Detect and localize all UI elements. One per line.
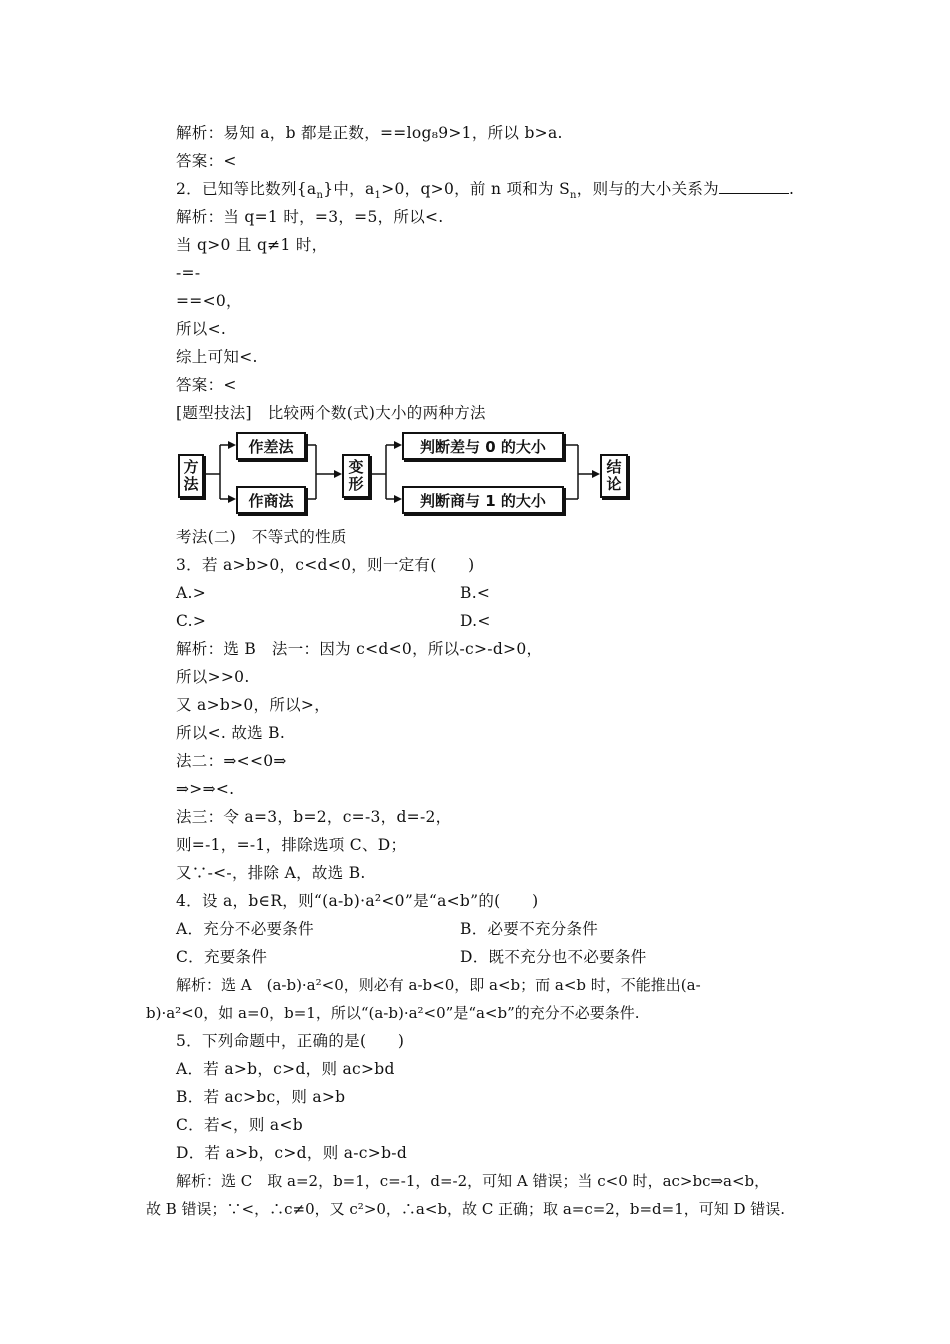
solution-line-7: 综上可知<. [176, 348, 258, 366]
solution-line-4: -=- [176, 264, 201, 282]
q3-solution-6: ⇒>⇒<. [176, 780, 235, 798]
q4-options-row-2 [176, 947, 647, 967]
q4-solution-1: 解析：选 A (a-b)·a²<0，则必有 a-b<0，即 a<b；而 a<b 时，不能推出(a- [176, 976, 701, 994]
solution-line-2: 解析：当 q=1 时，=3，=5，所以<. [176, 208, 444, 226]
solution-line-6: 所以<. [176, 320, 227, 338]
q4-options-row-1 [176, 919, 599, 939]
q3-solution-5: 法二：⇒<<0⇒ [176, 752, 287, 770]
q3-solution-4: 所以<. 故选 B. [176, 724, 286, 742]
diagram-box-conclusion: 结论 [600, 454, 628, 498]
option-b: B.< [460, 584, 491, 602]
q5-option-b: B．若 ac>bc，则 a>b [176, 1088, 346, 1106]
option-a: A.> [176, 584, 207, 602]
q3-options-row-1 [176, 583, 491, 603]
q3-solution-3: 又 a>b>0，所以>， [176, 696, 331, 714]
q5-option-d: D．若 a>b，c>d，则 a-c>b-d [176, 1144, 408, 1162]
q5-solution-2: 故 B 错误；∵<，∴c≠0，又 c²>0，∴a<b，故 C 正确；取 a=c=2，b=d=1，可知 D 错误. [146, 1200, 786, 1218]
q3-solution-1: 解析：选 B 法一：因为 c<d<0，所以-c>-d>0， [176, 640, 543, 658]
q3-solution-8: 则=-1，=-1，排除选项 C、D； [176, 836, 407, 854]
diagram-box-judge-quotient: 判断商与 1 的大小 [402, 486, 564, 514]
diagram-box-method: 方法 [178, 454, 204, 498]
solution-line-3: 当 q>0 且 q≠1 时， [176, 236, 328, 254]
diagram-box-quotient: 作商法 [236, 486, 306, 514]
solution-line-1: 解析：易知 a，b 都是正数，==log₈9>1，所以 b>a. [176, 124, 563, 142]
question-4: 4．设 a，b∈R，则“(a-b)·a²<0”是“a<b”的( ) [176, 892, 539, 910]
option-c: C.> [176, 612, 207, 630]
diagram-box-judge-difference: 判断差与 0 的大小 [402, 432, 564, 460]
option-a: A．充分不必要条件 [176, 920, 314, 938]
q4-solution-2: b)·a²<0，如 a=0，b=1，所以“(a-b)·a²<0”是“a<b”的充分不必要条件. [146, 1004, 640, 1022]
question-2: 2．已知等比数列$\{a_n\}$中，$a_1>0$，q>0，前 n 项和为 $S_n$，则与的大小关系为 . [176, 180, 795, 202]
option-d: D.< [460, 612, 491, 630]
q3-solution-9: 又∵-<-，排除 A，故选 B. [176, 864, 366, 882]
option-d: D．既不充分也不必要条件 [460, 948, 647, 966]
technique-heading: [题型技法] 比较两个数(式)大小的两种方法 [176, 404, 486, 422]
q5-option-c: C．若<，则 a<b [176, 1116, 303, 1134]
answer-blank [719, 179, 789, 194]
comparison-method-diagram [176, 424, 636, 524]
option-b: B．必要不充分条件 [460, 920, 599, 938]
answer-line-2: 答案：< [176, 376, 237, 394]
q3-options-row-2 [176, 611, 491, 631]
diagram-box-difference: 作差法 [236, 432, 306, 460]
question-5: 5．下列命题中，正确的是( ) [176, 1032, 405, 1050]
q5-solution-1: 解析：选 C 取 a=2，b=1，c=-1，d=-2，可知 A 错误；当 c<0 时，ac>bc⇒a<b， [176, 1172, 770, 1190]
q5-option-a: A．若 a>b，c>d，则 ac>bd [176, 1060, 395, 1078]
q3-solution-2: 所以>>0. [176, 668, 250, 686]
option-c: C．充要条件 [176, 948, 268, 966]
q3-solution-7: 法三：令 a=3，b=2，c=-3，d=-2， [176, 808, 452, 826]
diagram-box-transform: 变形 [342, 454, 370, 498]
section-heading: 考法(二) 不等式的性质 [176, 528, 347, 546]
solution-line-5: ==<0， [176, 292, 242, 310]
question-3: 3．若 a>b>0，c<d<0，则一定有( ) [176, 556, 475, 574]
answer-line-1: 答案：< [176, 152, 237, 170]
